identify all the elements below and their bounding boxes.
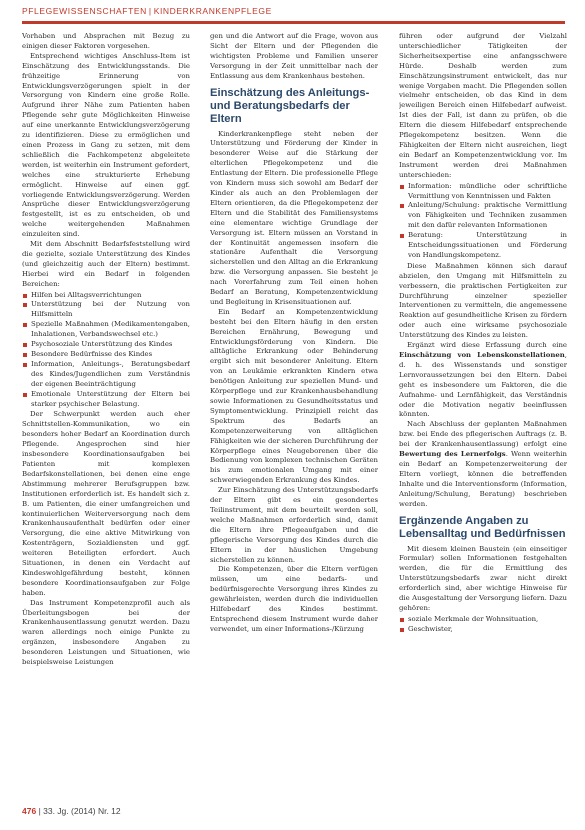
list-item: Beratung: Unterstützung in Entscheidungssituationen und Förderung von Handlungskompetenz. xyxy=(399,231,567,261)
paragraph: Mit dem Abschnitt Bedarfsfeststellung wird die gezielte, soziale Unterstützung des Kindes (und gleichzeitig auch der Eltern) bestimmt. Hierbei wird ein Bedarf in folgenden Bereichen: xyxy=(22,240,190,288)
paragraph: Zur Einschätzung des Unterstützungsbedarfs der Eltern gibt es ein gesondertes Teilinstrument, mit dem beurteilt werden soll, welche Maßnahmen erforderlich sind, damit die Eltern ihre Pflegeaufgaben und die pflegerische Versorgung des Kindes durch die Eltern in der häuslichen Umgebung sicherstellen zu können. xyxy=(210,486,378,564)
column-right xyxy=(399,32,567,802)
list-item: Emotionale Unterstützung der Eltern bei starker psychischer Belastung. xyxy=(22,390,190,410)
list-item: Spezielle Maßnahmen (Medikamentengaben, Inhalationen, Verbandswechsel etc.) xyxy=(22,320,190,340)
header-separator: | xyxy=(148,6,152,16)
text-span: Nach Abschluss der geplanten Maßnahmen bzw. bei Ende des pflegerischen Auftrags (z. B. bei der Krankenhausentlassung) erfolgt eine xyxy=(399,420,567,449)
paragraph xyxy=(399,420,567,509)
header-section: PFLEGEWISSENSCHAFTEN xyxy=(22,6,147,16)
paragraph: Ein Bedarf an Kompetenzentwicklung besteht bei den Eltern häufig in den ersten Bereichen Ernährung, Bewegung und Entwicklungsförderung von Kindern. Die alltägliche Erkrankung oder Behinderung ergibt sich mit besonderer Anleitung. Eltern von an Leukämie erkrankten Kindern etwa benötigen Anleitung zur speziellen Mund- und Körperpflege und zur Krankenhausbehandlung sowie Informationen zu Gesundheitsstatus und Symptomentwicklung. Prinzipiell reicht das Spektrum des Bedarfs an Kompetenzerweiterung von alltäglichen Fähigkeiten wie der sicheren Durchführung der Körperpflege eines Neugeborenen über die Bedienung von komplexen technischen Geräten bis zum emotionalen Umgang mit einer schwerwiegenden Erkrankung des Kindes. xyxy=(210,307,378,485)
list-item: Unterstützung bei der Nutzung von Hilfsmitteln xyxy=(22,300,190,320)
header-rule xyxy=(22,21,565,24)
page-number: 476 xyxy=(22,806,37,816)
paragraph: Mit diesem kleinen Baustein (ein einseitiger Formular) sollen Informationen festgehalten werden, die für die Ermittlung des Unterstützungsbedarfs zwar nicht direkt erforderlich sind, aber wichtige Hinweise für die Ausgestaltung der Versorgung liefern. Dazu gehören: xyxy=(399,544,567,612)
bullet-list xyxy=(399,615,567,635)
bold-term: Einschätzung von Lebenskonstellationen xyxy=(399,351,565,359)
list-item: Besondere Bedürfnisse des Kindes xyxy=(22,350,190,360)
list-item: Hilfen bei Alltagsverrichtungen xyxy=(22,291,190,301)
section-heading: Ergänzende Angaben zu Lebensalltag und Bedürfnissen xyxy=(399,514,566,540)
list-item: Psychosoziale Unterstützung des Kindes xyxy=(22,340,190,350)
paragraph: Die Kompetenzen, über die Eltern verfügen müssen, um eine bedarfs- und bedürfnisgerechte Versorgung ihres Kindes zu gewährleisten, werden durch die individuellen Hilfebedarf des Kindes bestimmt. Entsprechend diesem Instrument wurde daher verwendet, um einer Informations-/Kürzung xyxy=(210,565,378,633)
bullet-list xyxy=(22,291,190,410)
paragraph: Der Schwerpunkt werden auch eher Schnittstellen-Kommunikation, wo ein besonders hoher Bedarf an Koordination durch Pflegende. Angesprochen sind hier insbesondere Koordinationsaufgaben bei Patienten mit komplexen Bedarfskonstellationen, bei denen eine enge Abstimmung mehrerer Berufsgruppen bzw. Institutionen erforderlich ist. Es handelt sich z. B. um Patienten, die einer umfangreichen und kontinuierlichen Weiterversorgung nach dem Krankenhausaufenthalt bedürfen oder einer Versorgung, die eine aktive Mitwirkung von Kostenträgern, Sozialdiensten und ggf. weiteren Beteiligten erfordert. Auch Situationen, in denen ein Verdacht auf Kindeswohlgefährdung besteht, können besondere Koordinationsaufgaben zur Folge haben. xyxy=(22,410,190,597)
list-item: Geschwister, xyxy=(399,625,567,635)
column-middle xyxy=(210,32,378,802)
running-header xyxy=(22,6,565,20)
paragraph xyxy=(399,341,567,420)
list-item: Information: mündliche oder schriftliche Vermittlung von Kenntnissen und Fakten xyxy=(399,182,567,202)
paragraph: Vorhaben und Absprachen mit Bezug zu einigen dieser Faktoren vorgesehen. xyxy=(22,32,190,50)
paragraph: Diese Maßnahmen können sich darauf abzielen, den Umgang mit Hilfsmitteln zu verbessern, die praktischen Fertigkeiten zur Durchführung einzelner spezieller Interventionen zu vermitteln, die angemessene Reaktion auf gesundheitliche Krisen zu fördern oder auch eine wirksame psychosoziale Unterstützung des Kindes zu leisten. xyxy=(399,261,567,340)
paragraph: gen und die Antwort auf die Frage, wovon aus Sicht der Eltern und der Pflegenden die wichtigsten Probleme und Familien unserer Versorgung in der Zeit unmittelbar nach der Entlassung aus dem Krankenhaus bestehen. xyxy=(210,32,378,80)
text-span: . Wenn weiterhin ein Bedarf an Kompetenzerweiterung der Eltern vorliegt, können die betreffenden Inhalte und die Interventionsform (Information, Anleitung/Schulung, Beratung) beschrieben werden. xyxy=(399,450,567,508)
header-topic: KINDERKRANKENPFLEGE xyxy=(153,6,272,16)
list-item: Anleitung/Schulung: praktische Vermittlung von Fähigkeiten und Techniken zusammen mit den dafür relevanten Informationen xyxy=(399,201,567,231)
section-heading: Einschätzung des Anleitungs- und Beratungsbedarfs der Eltern xyxy=(210,86,370,125)
paragraph: führen oder aufgrund der Vielzahl unterschiedlicher Tätigkeiten der Sicherheitsexpertise eine anfangsschwere Hürde. Deshalb werden zum Einschätzungsinstrument entwickelt, das nur wenige Vorgaben macht. Die Pflegenden sollen vielmehr entscheiden, ob das Kind in dem jeweiligen Bereich einen Hilfebedarf aufweist. Ist dies der Fall, ist dann zu prüfen, ob die Eltern die diesem Hilfebedarf entsprechende Pflegekompetenz besitzen. Wenn die Fähigkeiten der Eltern nicht ausreichen, liegt ein Bedarf an Kompetenzentwicklung vor. Im Instrument werden drei Maßnahmen unterschieden: xyxy=(399,32,567,179)
bullet-list xyxy=(399,182,567,261)
page-footer xyxy=(22,806,121,816)
bold-term: Bewertung des Lernerfolgs xyxy=(399,450,506,459)
paragraph: Das Instrument Kompetenzprofil auch als Überleitungsbogen bei der Krankenhausentlassung genutzt werden. Dazu waren allerdings noch einige Punkte zu ergänzen, insbesondere Angaben zu besonderen Leistungen und Situationen, wie beispielsweise Leistungen xyxy=(22,598,190,667)
issue-info: | 33. Jg. (2014) Nr. 12 xyxy=(38,806,121,816)
paragraph: Kinderkrankenpflege steht neben der Unterstützung und Förderung der Kinder in besonderer Weise auf die Stärkung der elterlichen Pflegekompetenz und die Entlastung der Eltern. Die professionelle Pflege von Kindern muss sich sowohl am Bedarf der Kinder als auch an den Problemlagen der Eltern orientieren, da die Pflegekompetenz der Eltern und die Stabilität des Familiensystems eine elementare wichtige Grundlage der Versorgung ist. Eltern müssen an Vorstand in der Kontinuität angemessen insofern die stationäre Aufenthalt die Versorgung sicherstellen und den Alltag an die Erkrankung bzw. die Versorgung anpassen. Sie besteht je nach Vorerfahrung zum Teil einen hohen Bedarf an Beratung, Kompetenzentwicklung und Begleitung in Krisensituationen auf. xyxy=(210,129,378,306)
text-span: Ergänzt wird diese Erfassung durch eine xyxy=(407,341,567,350)
list-item: soziale Merkmale der Wohnsituation, xyxy=(399,615,567,625)
list-item: Information, Anleitungs-, Beratungsbedarf des Kindes/Jugendlichen zum Verständnis der eigenen Beeinträchtigung xyxy=(22,360,190,390)
paragraph: Entsprechend wichtiges Anschluss-Item ist Einschätzung des Entwicklungsstands. Die frühzeitige Erinnerung von Entwicklungsverzögerungen spielt in der Versorgung von Kindern eine große Rolle. Aufgrund ihrer Nähe zum Patienten haben Pflegende sehr gute Möglichkeiten Hinweise auf eine unerkannte Entwicklungsverzögerung zu identifizieren. Diese zu ermöglichen und einen Prozess in Gang zu setzen, mit dem schließlich die Fachkompetenz abgeleitete werden, ist weiterhin ein Instrument gefordert, welches eine strukturierte Erhebung ermöglicht. Hinweise auf einen ggf. vorliegende Entwicklungsverzögerung. Werden Ansprüche dieser Entwicklungsverzögerung festgestellt, ist es zu entscheiden, ob und welche weitergehenden Maßnahmen einzuleiten sind. xyxy=(22,51,190,239)
column-left xyxy=(22,32,190,802)
text-span: , d. h. des Wissenstands und sonstiger Lernvoraussetzungen bei den Eltern. Dabei geht es insbesondere um Faktoren, die die Aufnahme- und Lernfähigkeit, das Verständnis oder die Motivation negativ beeinflussen könnten. xyxy=(399,351,567,419)
